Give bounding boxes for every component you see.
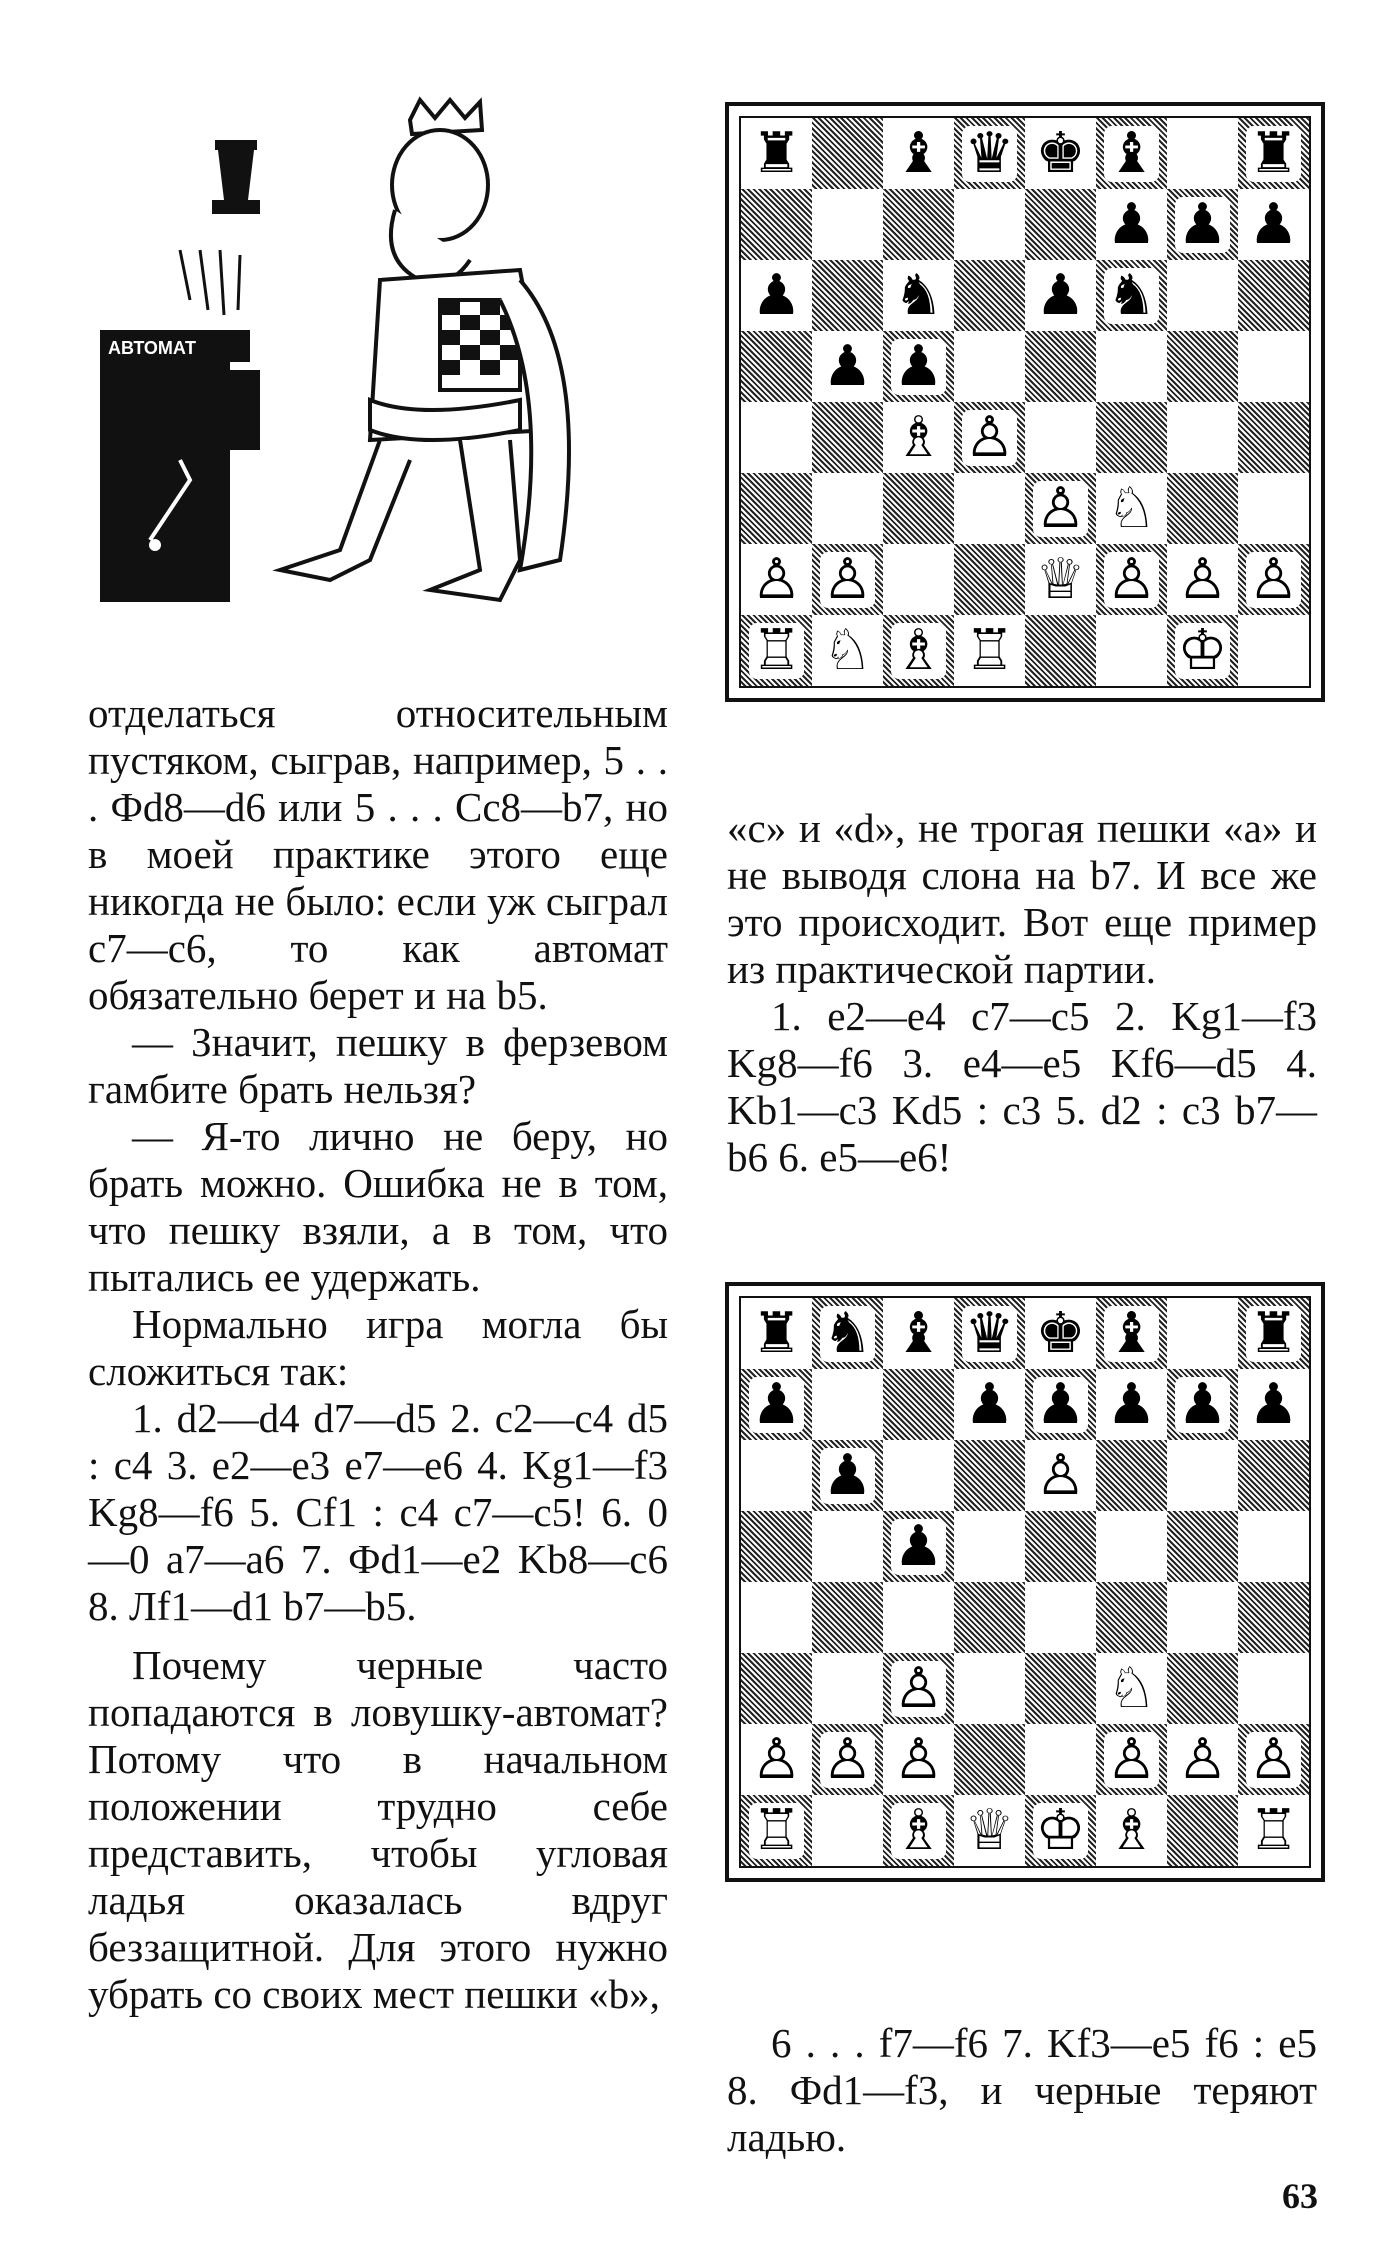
- board-square: [1238, 1440, 1309, 1511]
- board-square: [1096, 1298, 1167, 1369]
- chess-piece-icon: ♝: [893, 1300, 944, 1366]
- chess-piece-icon: ♖: [751, 1797, 802, 1863]
- board-square: [1025, 1511, 1096, 1582]
- chess-piece-icon: ♙: [893, 1655, 944, 1721]
- chess-piece-icon: ♟: [1035, 1371, 1086, 1437]
- chess-piece-icon: ♕: [1035, 546, 1086, 612]
- board-square: [812, 473, 883, 544]
- chess-piece-icon: ♙: [1248, 546, 1299, 612]
- board-square: [954, 1369, 1025, 1440]
- board-square: [954, 1653, 1025, 1724]
- page-number: 63: [1282, 2176, 1318, 2216]
- board-square: [1167, 260, 1238, 331]
- paragraph: Почему черные часто попадаются в ловушку-автомат? Потому что в начальном положении трудно себе представить, чтобы угловая ладья оказалась вдруг беззащитной. Для этого нужно убрать со своих мест пешки «b»,: [88, 1642, 668, 2017]
- chess-piece-icon: ♟: [1177, 191, 1228, 257]
- board-square: [741, 1298, 812, 1369]
- chess-piece-icon: ♙: [893, 1726, 944, 1792]
- board-square: [954, 1298, 1025, 1369]
- chess-piece-icon: ♟: [751, 1371, 802, 1437]
- chess-piece-icon: ♞: [893, 262, 944, 328]
- chess-piece-icon: ♜: [751, 1300, 802, 1366]
- board-square: [1096, 544, 1167, 615]
- board-square: [812, 402, 883, 473]
- board-square: [883, 1369, 954, 1440]
- chess-piece-icon: ♟: [1106, 1371, 1157, 1437]
- board-square: [1238, 1724, 1309, 1795]
- board-square: [1167, 1298, 1238, 1369]
- board-square: [1238, 1582, 1309, 1653]
- board-square: [741, 260, 812, 331]
- board-square: [1238, 189, 1309, 260]
- chess-piece-icon: ♝: [1106, 120, 1157, 186]
- board-square: [954, 1795, 1025, 1866]
- board-square: [812, 1511, 883, 1582]
- board-square: [741, 1795, 812, 1866]
- board-square: [954, 1440, 1025, 1511]
- chess-piece-icon: ♞: [1106, 262, 1157, 328]
- board-square: [954, 402, 1025, 473]
- board-square: [1167, 1582, 1238, 1653]
- chess-piece-icon: ♟: [1177, 1371, 1228, 1437]
- left-column-text: [88, 690, 668, 2018]
- board-square: [954, 544, 1025, 615]
- board-square: [1096, 1724, 1167, 1795]
- paragraph: 6 . . . f7—f6 7. Kf3—e5 f6 : e5 8. Фd1—f3, и черные теряют ладью.: [727, 2020, 1317, 2160]
- chess-piece-icon: ♕: [964, 1797, 1015, 1863]
- board-square: [883, 1653, 954, 1724]
- board-square: [1238, 1298, 1309, 1369]
- board-square: [1025, 260, 1096, 331]
- board-square: [1238, 331, 1309, 402]
- board-square: [1167, 1795, 1238, 1866]
- board-square: [954, 1724, 1025, 1795]
- board-square: [1025, 544, 1096, 615]
- board-square: [883, 1440, 954, 1511]
- board-square: [883, 189, 954, 260]
- board-square: [1025, 1440, 1096, 1511]
- chess-piece-icon: ♙: [751, 1726, 802, 1792]
- board-square: [954, 331, 1025, 402]
- board-square: [1025, 1582, 1096, 1653]
- right-column-text-top: [727, 805, 1317, 1181]
- board-square: [883, 1724, 954, 1795]
- board-square: [1238, 544, 1309, 615]
- board-square: [883, 1511, 954, 1582]
- board-square: [741, 1653, 812, 1724]
- chess-piece-icon: ♘: [1106, 1655, 1157, 1721]
- board-square: [954, 118, 1025, 189]
- chess-diagram-1: [725, 102, 1325, 702]
- king-figure: [280, 100, 569, 600]
- board-square: [812, 1440, 883, 1511]
- board-square: [1025, 615, 1096, 686]
- board-square: [812, 615, 883, 686]
- board-square: [1238, 615, 1309, 686]
- board-square: [1167, 118, 1238, 189]
- board-square: [1238, 118, 1309, 189]
- board-square: [1096, 1795, 1167, 1866]
- board-square: [1025, 473, 1096, 544]
- chess-piece-icon: ♚: [1035, 120, 1086, 186]
- board-square: [1096, 473, 1167, 544]
- automaton-machine: [100, 330, 260, 602]
- board-square: [1096, 1511, 1167, 1582]
- board-square: [741, 473, 812, 544]
- chess-piece-icon: ♟: [1248, 1371, 1299, 1437]
- board-square: [883, 1582, 954, 1653]
- board-square: [1096, 1653, 1167, 1724]
- chessboard: [739, 116, 1311, 688]
- board-square: [1096, 1440, 1167, 1511]
- chess-piece-icon: ♟: [1106, 191, 1157, 257]
- chess-piece-icon: ♞: [822, 1300, 873, 1366]
- chess-piece-icon: ♙: [1035, 475, 1086, 541]
- chess-piece-icon: ♙: [1177, 546, 1228, 612]
- board-square: [741, 189, 812, 260]
- chess-piece-icon: ♛: [964, 1300, 1015, 1366]
- chess-piece-icon: ♙: [822, 1726, 873, 1792]
- board-square: [954, 260, 1025, 331]
- board-square: [883, 118, 954, 189]
- chess-piece-icon: ♜: [1248, 1300, 1299, 1366]
- board-square: [1238, 1511, 1309, 1582]
- chess-piece-icon: ♙: [1035, 1442, 1086, 1508]
- board-square: [812, 1795, 883, 1866]
- board-square: [1096, 402, 1167, 473]
- chess-piece-icon: ♟: [822, 333, 873, 399]
- board-square: [883, 402, 954, 473]
- paragraph: Нормально игра могла бы сложиться так:: [88, 1301, 668, 1394]
- paragraph: — Значит, пешку в ферзевом гамбите брать нельзя?: [88, 1019, 668, 1112]
- board-square: [812, 260, 883, 331]
- board-square: [1096, 189, 1167, 260]
- chess-piece-icon: ♗: [893, 404, 944, 470]
- board-square: [954, 189, 1025, 260]
- chess-piece-icon: ♙: [1106, 546, 1157, 612]
- board-square: [1238, 1369, 1309, 1440]
- paragraph: 1. e2—e4 c7—c5 2. Kg1—f3 Kg8—f6 3. e4—e5 Kf6—d5 4. Kb1—c3 Kd5 : c3 5. d2 : c3 b7—b6 6. e5—e6!: [727, 993, 1317, 1180]
- chess-piece-icon: ♔: [1035, 1797, 1086, 1863]
- board-square: [1025, 118, 1096, 189]
- board-square: [812, 331, 883, 402]
- chess-diagram-2: [725, 1282, 1325, 1882]
- board-square: [883, 473, 954, 544]
- board-square: [1025, 1795, 1096, 1866]
- board-square: [1096, 118, 1167, 189]
- board-square: [1167, 189, 1238, 260]
- illustration-drawing: [108, 100, 680, 620]
- chess-piece-icon: ♚: [1035, 1300, 1086, 1366]
- board-square: [741, 1582, 812, 1653]
- chess-piece-icon: ♗: [893, 1797, 944, 1863]
- board-square: [1025, 402, 1096, 473]
- board-square: [883, 544, 954, 615]
- board-square: [954, 473, 1025, 544]
- chess-piece-icon: ♖: [751, 617, 802, 683]
- board-square: [812, 118, 883, 189]
- board-square: [1238, 1653, 1309, 1724]
- chess-piece-icon: ♘: [1106, 475, 1157, 541]
- board-square: [741, 118, 812, 189]
- chess-piece-icon: ♙: [1177, 1726, 1228, 1792]
- board-square: [954, 1511, 1025, 1582]
- chess-piece-icon: ♟: [893, 1513, 944, 1579]
- board-square: [1167, 402, 1238, 473]
- board-square: [812, 1653, 883, 1724]
- board-square: [812, 544, 883, 615]
- board-square: [883, 260, 954, 331]
- board-square: [741, 331, 812, 402]
- paragraph: отделаться относительным пустяком, сыграв, например, 5 . . . Фd8—d6 или 5 . . . Cc8—b7, но в моей практике этого еще никогда не было: если уж сыграл c7—c6, то как автомат обязательно берет и на b5.: [88, 690, 668, 1018]
- board-square: [812, 1582, 883, 1653]
- chess-piece-icon: ♔: [1177, 617, 1228, 683]
- board-square: [1167, 473, 1238, 544]
- board-square: [1167, 1369, 1238, 1440]
- paragraph: 1. d2—d4 d7—d5 2. c2—c4 d5 : c4 3. e2—e3 e7—e6 4. Kg1—f3 Kg8—f6 5. Cf1 : c4 c7—c5! 6. 0—0 a7—a6 7. Фd1—e2 Kb8—c6 8. Лf1—d1 b7—b5.: [88, 1395, 668, 1629]
- paragraph: — Я-то лично не беру, но брать можно. Ошибка не в том, что пешку взяли, а в том, что пытались ее удержать.: [88, 1113, 668, 1300]
- chess-piece-icon: ♖: [1248, 1797, 1299, 1863]
- board-square: [954, 1582, 1025, 1653]
- board-square: [741, 1724, 812, 1795]
- board-square: [1025, 1369, 1096, 1440]
- board-square: [741, 1440, 812, 1511]
- board-square: [1096, 260, 1167, 331]
- board-square: [741, 1511, 812, 1582]
- chess-piece-icon: ♟: [893, 333, 944, 399]
- board-square: [741, 615, 812, 686]
- board-square: [812, 1369, 883, 1440]
- board-square: [1167, 1440, 1238, 1511]
- chess-piece-icon: ♜: [751, 120, 802, 186]
- board-square: [883, 1298, 954, 1369]
- board-square: [1025, 331, 1096, 402]
- board-square: [883, 1795, 954, 1866]
- board-square: [1238, 1795, 1309, 1866]
- king-automaton-illustration: [108, 100, 680, 620]
- chess-piece-icon: ♙: [964, 404, 1015, 470]
- board-square: [1167, 1724, 1238, 1795]
- chess-piece-icon: ♜: [1248, 120, 1299, 186]
- board-square: [883, 615, 954, 686]
- board-square: [1238, 402, 1309, 473]
- board-square: [1167, 1511, 1238, 1582]
- board-square: [812, 189, 883, 260]
- board-square: [812, 1724, 883, 1795]
- paragraph: «с» и «d», не трогая пешки «а» и не выводя слона на b7. И все же это происходит. Вот еще пример из практической партии.: [727, 805, 1317, 992]
- board-square: [1025, 1653, 1096, 1724]
- board-square: [1096, 331, 1167, 402]
- board-square: [1025, 1724, 1096, 1795]
- machine-label: АВТОМАТ: [108, 338, 196, 358]
- chess-piece-icon: ♟: [964, 1371, 1015, 1437]
- board-square: [1025, 1298, 1096, 1369]
- board-square: [1167, 1653, 1238, 1724]
- board-square: [1167, 615, 1238, 686]
- chess-piece-icon: ♙: [1248, 1726, 1299, 1792]
- chess-piece-icon: ♝: [1106, 1300, 1157, 1366]
- board-square: [1096, 615, 1167, 686]
- chess-piece-icon: ♙: [1106, 1726, 1157, 1792]
- board-square: [1025, 189, 1096, 260]
- board-square: [1096, 1582, 1167, 1653]
- chess-piece-icon: ♗: [893, 617, 944, 683]
- board-square: [741, 544, 812, 615]
- board-square: [883, 331, 954, 402]
- chess-piece-icon: ♟: [1035, 262, 1086, 328]
- board-square: [954, 615, 1025, 686]
- board-square: [812, 1298, 883, 1369]
- chess-piece-icon: ♟: [1248, 191, 1299, 257]
- board-square: [1238, 473, 1309, 544]
- board-square: [1167, 331, 1238, 402]
- board-square: [741, 402, 812, 473]
- chess-piece-icon: ♙: [751, 546, 802, 612]
- board-square: [741, 1369, 812, 1440]
- board-square: [1167, 544, 1238, 615]
- chess-piece-icon: ♘: [822, 617, 873, 683]
- flying-rook-icon: [180, 140, 260, 315]
- chess-piece-icon: ♟: [822, 1442, 873, 1508]
- chess-piece-icon: ♝: [893, 120, 944, 186]
- right-column-text-bottom: [727, 2020, 1317, 2161]
- chess-piece-icon: ♗: [1106, 1797, 1157, 1863]
- chess-piece-icon: ♖: [964, 617, 1015, 683]
- chess-piece-icon: ♟: [751, 262, 802, 328]
- chess-piece-icon: ♛: [964, 120, 1015, 186]
- chess-piece-icon: ♙: [822, 546, 873, 612]
- chessboard: [739, 1296, 1311, 1868]
- board-square: [1096, 1369, 1167, 1440]
- board-square: [1238, 260, 1309, 331]
